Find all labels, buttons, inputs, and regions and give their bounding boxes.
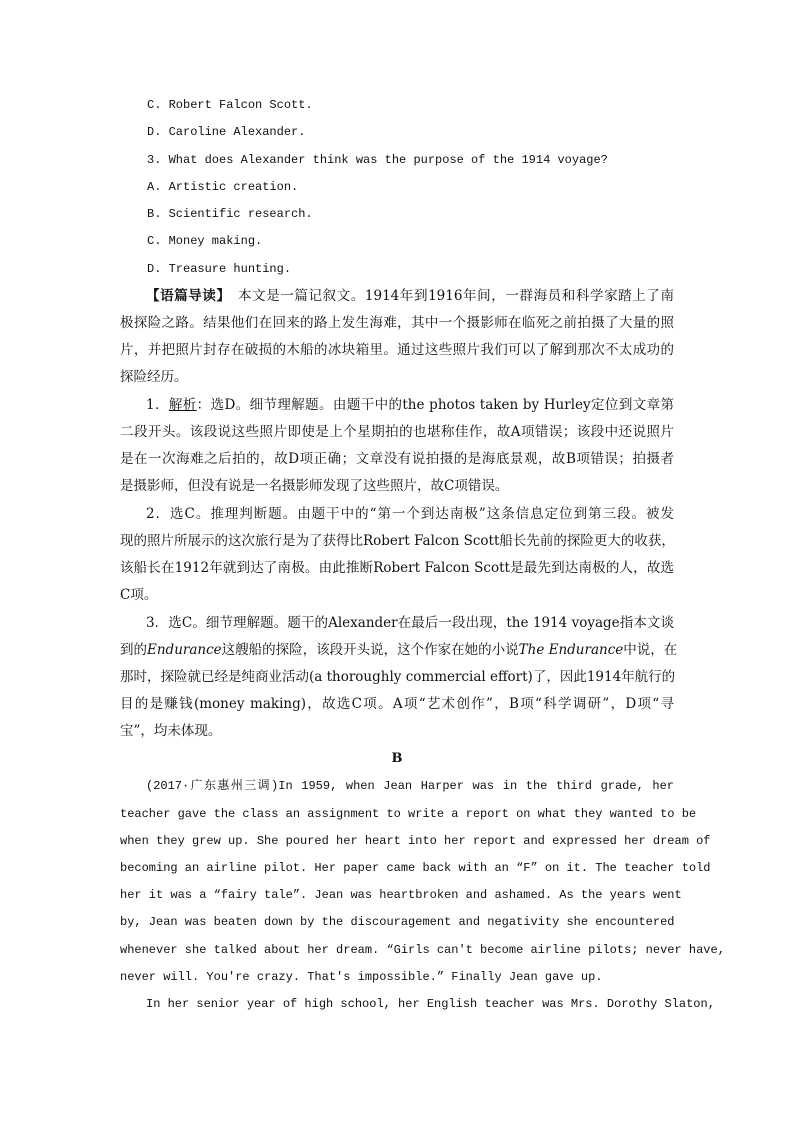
guide-line-4: 探险经历。 <box>120 369 188 385</box>
analysis-3-line-5: 宝”，均未体现。 <box>120 723 222 739</box>
guide-line-3: 片，并把照片封存在破损的木船的冰块箱里。通过这些照片我们可以了解到那次不太成功的 <box>120 342 674 358</box>
passage-line: teacher gave the class an assignment to write a report on what they wanted to be <box>120 807 697 821</box>
passage-line: whenever she talked about her dream. “Girls can't become airline pilots; never have, <box>120 943 725 957</box>
analysis-3-line-3: 那时，探险就已经是纯商业活动(a thoroughly commercial effort)了，因此1914年航行的 <box>120 669 676 685</box>
analysis-2-line-3: 该船长在1912年就到达了南极。由此推断Robert Falcon Scott是最先到达南极的人，故选 <box>120 560 674 576</box>
analysis-2-line-1: 2．选C。推理判断题。由题干中的“第一个到达南极”这条信息定位到第三段。被发 <box>146 506 674 522</box>
analysis-1-line-3: 是在一次海难之后拍的，故D项正确；文章没有说拍摄的是海底景观，故B项错误；拍摄者 <box>120 451 674 467</box>
analysis-2-line-2: 现的照片所展示的这次旅行是为了获得比Robert Falcon Scott船长先前的探险更大的收获， <box>120 533 675 549</box>
option-d: D. Caroline Alexander. <box>147 125 306 139</box>
passage-line: never will. You're crazy. That's impossible.” Finally Jean gave up. <box>120 970 603 984</box>
guide-line-2: 极探险之路。结果他们在回来的路上发生海难，其中一个摄影师在临死之前拍摄了大量的照 <box>120 315 674 331</box>
option-d-q3: D. Treasure hunting. <box>147 262 292 276</box>
analysis-3-line-2: 到的Endurance这艘船的探险，该段开头说，这个作家在她的小说The Endurance中说，在 <box>120 642 678 658</box>
guide-label: 【语篇导读】 <box>146 288 224 304</box>
option-a: A. Artistic creation. <box>147 180 299 194</box>
passage-line: (2017·广东惠州三调)In 1959, when Jean Harper was in the third grade, her <box>146 779 674 793</box>
passage-line: when they grew up. She poured her heart into her report and expressed her dream of <box>120 834 711 848</box>
question-3: 3. What does Alexander think was the purpose of the 1914 voyage? <box>147 153 608 167</box>
analysis-1-line-2: 二段开头。该段说这些照片即使是上个星期拍的也堪称佳作，故A项错误；该段中还说照片 <box>120 424 674 440</box>
option-b: B. Scientific research. <box>147 207 313 221</box>
passage-line: her it was a “fairy tale”. Jean was heartbroken and ashamed. As the years went <box>120 888 682 902</box>
passage-line: becoming an airline pilot. Her paper came back with an “F” on it. The teacher told <box>120 861 711 875</box>
option-c-q3: C. Money making. <box>147 234 263 248</box>
analysis-1-line-1: 1．解析：选D。细节理解题。由题干中的the photos taken by Hurley定位到文章第 <box>146 397 674 413</box>
analysis-1-line-4: 是摄影师，但没有说是一名摄影师发现了这些照片，故C项错误。 <box>120 478 509 494</box>
section-b-heading: B <box>391 751 403 766</box>
guide-line-1: 【语篇导读】 本文是一篇记叙文。1914年到1916年间，一群海员和科学家踏上了南 <box>146 288 675 304</box>
analysis-3-line-1: 3．选C。细节理解题。题干的Alexander在最后一段出现，the 1914 voyage指本文谈 <box>146 615 674 631</box>
analysis-2-line-4: C项。 <box>120 587 158 603</box>
analysis-3-line-4: 目的是赚钱(money making)，故选C项。A项“艺术创作”，B项“科学调研”，D项“寻 <box>120 696 674 712</box>
passage-line: by, Jean was beaten down by the discouragement and negativity she encountered <box>120 915 675 929</box>
option-c: C. Robert Falcon Scott. <box>147 98 313 112</box>
passage-line: In her senior year of high school, her English teacher was Mrs. Dorothy Slaton, <box>146 997 715 1011</box>
analysis-label: 解析 <box>168 397 197 413</box>
